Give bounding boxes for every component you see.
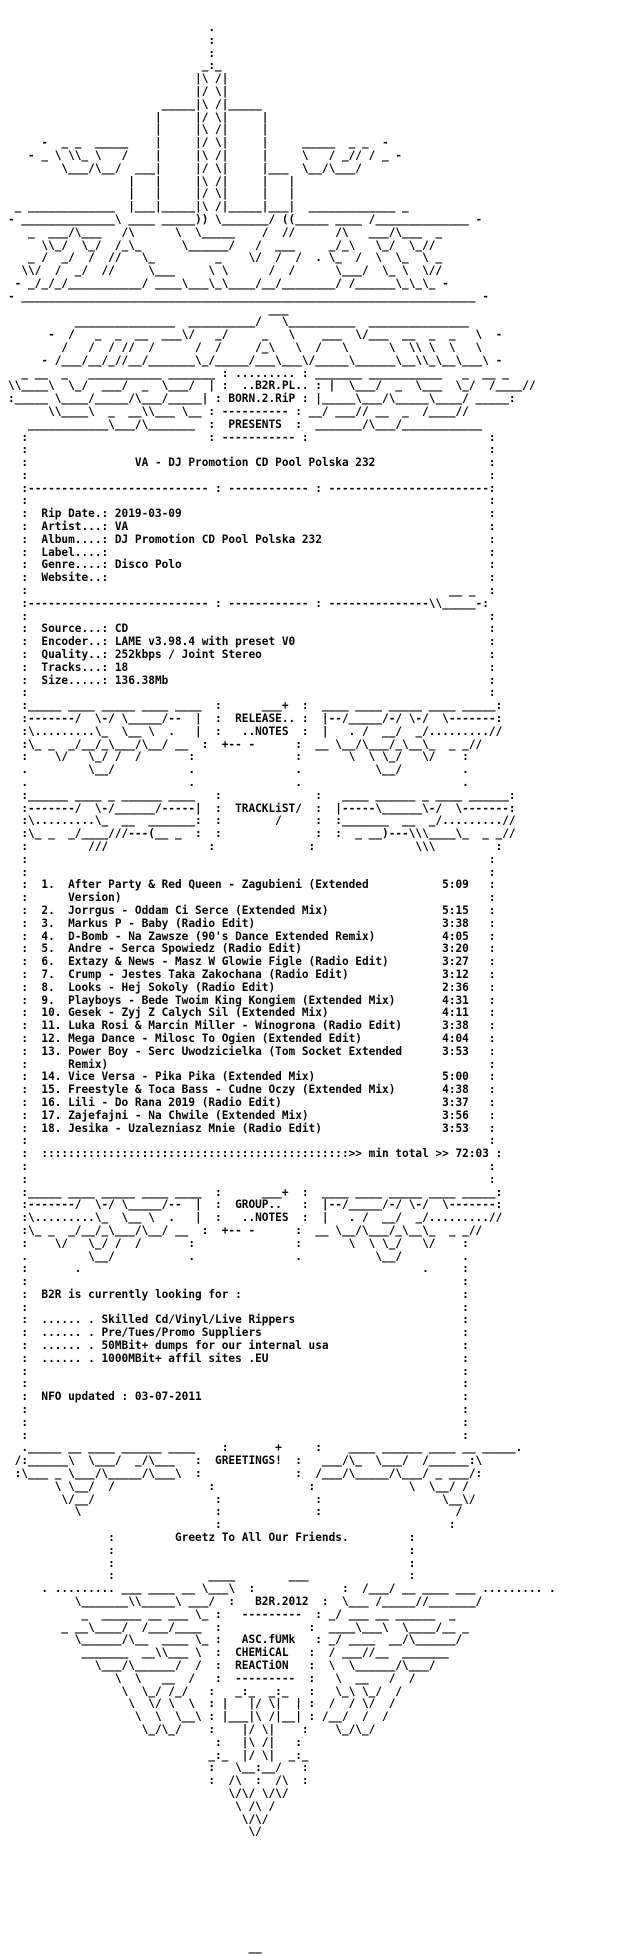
nfo-line: : Genre....: Disco Polo :	[8, 558, 496, 572]
nfo-line: : Size.....: 136.38Mb :	[8, 673, 496, 687]
nfo-line: :-------/ \-/______/-----| : TRACKLiST/ : |-----\______\-/ \-------:	[8, 801, 516, 815]
nfo-line: - / _ _ __ ___\/ _/ _ \ ___ \/___ __ _ _ \ -	[8, 328, 503, 342]
nfo-line: : :	[8, 1300, 469, 1314]
nfo-line: : Encoder..: LAME v3.98.4 with preset V0 :	[8, 635, 496, 649]
nfo-line: : :	[8, 1172, 496, 1186]
nfo-line: : 17. Zajefajni - Na Chwile (Extended Mix) 3:56 :	[8, 1108, 496, 1122]
nfo-line: :\.........\_ __ _______: : / : :_______ __ _/.........//	[8, 814, 516, 828]
nfo-line: : : ----------- : :	[8, 430, 496, 444]
nfo-line: _ / _/ / // \_ _ \/ / / . \_ / \ \_ \ _	[8, 251, 443, 265]
nfo-line: : 11. Luka Rosi & Marcin Miller - Winogrona (Radio Edit) 3:38 :	[8, 1019, 496, 1033]
nfo-line: : :	[8, 852, 496, 866]
nfo-line: | |/ \| |	[8, 110, 269, 124]
nfo-line: _______________ __________/ \__________ _______________	[8, 315, 469, 329]
nfo-line: : :	[8, 1364, 469, 1378]
nfo-line: \___/\__/ ___| |/ \| |___ \__/\___/	[8, 161, 362, 175]
nfo-line: _:_	[8, 59, 222, 73]
nfo-line: : Quality..: 252kbps / Joint Stereo :	[8, 648, 496, 662]
nfo-line: : :	[8, 468, 496, 482]
nfo-line: : ...... . Skilled Cd/Vinyl/Live Rippers :	[8, 1313, 469, 1327]
nfo-line: | |\ /| |	[8, 123, 269, 137]
nfo-line: : ____ ___ :	[8, 1569, 416, 1583]
nfo-line: :--------------------------- : ------------ : ------------------------:	[8, 481, 496, 495]
nfo-line: : 4. D-Bomb - Na Zawsze (90's Dance Extended Remix) 4:05 :	[8, 929, 496, 943]
nfo-line: \ \ __ / : --------- : \ __ / /	[8, 1671, 416, 1685]
nfo-line: : :	[8, 1428, 469, 1442]
nfo-line: : ...... . Pre/Tues/Promo Suppliers :	[8, 1326, 469, 1340]
nfo-line: _ _____________ |___|_____|\ /|_____|___| _____________ _	[8, 200, 409, 214]
nfo-line: : NFO updated : 03-07-2011 :	[8, 1390, 469, 1404]
nfo-line: \ \ \__\ : |___|\ /|__| : /__/ / /	[8, 1710, 389, 1724]
nfo-line: :-------/ \-/ \_____/-- | : RELEASE.. : |--/_____/-/ \-/ \-------:	[8, 712, 503, 726]
nfo-line: : \/ \_/ / / : : \ \ \_/ \/ :	[8, 750, 469, 764]
nfo-line: _:_ |/ \| _:_	[8, 1748, 309, 1762]
nfo-line: - _/_/_/___________/ ____\___\_\____/__/________/ /______\_\_\_ -	[8, 276, 449, 290]
nfo-line: : 14. Vice Versa - Pika Pika (Extended Mix) 5:00 :	[8, 1070, 496, 1084]
nfo-line: \/__/ : : \__\/	[8, 1492, 476, 1506]
nfo-line: : 16. Lili - Do Rana 2019 (Radio Edit) 3:37 :	[8, 1095, 496, 1109]
nfo-line	[8, 1865, 624, 1878]
nfo-line: : \/ \_/ / / : : \ \ \_/ \/ :	[8, 1236, 469, 1250]
nfo-line: :_____ ____ _____ ____ ____ : ___+ : ____ ____ _____ ____ _____:	[8, 699, 503, 713]
nfo-line: : 5. Andre - Serca Spowiedz (Radio Edit) 3:20 :	[8, 942, 496, 956]
nfo-line: : 13. Power Boy - Serc Uwodzicielka (Tom Socket Extended 3:53 :	[8, 1044, 496, 1058]
nfo-line: : :	[8, 686, 496, 700]
nfo-line: _ ___/\___ /\ \ \_____ / // /\ ___/\___ _	[8, 225, 443, 239]
nfo-line: : Album....: DJ Promotion CD Pool Polska 232 :	[8, 532, 496, 546]
nfo-line: - _ \ \\_ \ / | |\ /| | \ / _// / _ -	[8, 148, 403, 162]
nfo-line: \ /\ /	[8, 1799, 276, 1813]
nfo-line: : :	[8, 1415, 469, 1429]
nfo-line: - ______________\ ____ _____)) \_______/ ((_____ ____ /______________ -	[8, 212, 483, 226]
nfo-line: \\____\ \_/ ___/ _ \___/ | : ..B2R.PL.. : | \___/ _ \___ \_/ /____//	[8, 379, 536, 393]
nfo-line: : 15. Freestyle & Toca Bass - Cudne Oczy (Extended Mix) 4:38 :	[8, 1083, 496, 1097]
nfo-line: \\_/ \_/ /_\_ \______/ / ___ _/_\ \_/ \_//	[8, 238, 436, 252]
nfo-line: . \__/ . . \__/ .	[8, 1249, 469, 1263]
nfo-line: \\/ / _/ // \___ \ \ / / \___/ \_ \ \//	[8, 264, 443, 278]
nfo-line: : :	[8, 1543, 416, 1557]
nfo-line: \___/\______/ / : REACTiON : \ \______/\___/	[8, 1659, 436, 1672]
nfo-line: : Tracks...: 18 :	[8, 660, 496, 674]
nfo-line: : Rip Date.: 2019-03-09 :	[8, 507, 496, 521]
nfo-line: : Label....: :	[8, 545, 496, 559]
nfo-line: : 7. Crump - Jestes Taka Zakochana (Radio Edit) 3:12 :	[8, 967, 496, 981]
nfo-line: : :	[8, 865, 496, 879]
nfo-line: :\.........\_ \__ \ . | : ..NOTES : | . / __/ _/.........//	[8, 1211, 503, 1225]
nfo-line: : :	[8, 1556, 416, 1570]
nfo-line: . \__/ . . \__/ .	[8, 763, 469, 777]
nfo-line: : Website..: :	[8, 571, 496, 585]
nfo-line: \______/\__ ____ \_ : ASC.fUMk : _/ ____ __/\______/	[8, 1633, 463, 1647]
nfo-line: :\___ _ \___/\_____/\___\ : : /___/\_____/\___/ _ ___/:	[8, 1467, 483, 1481]
nfo-line: :	[8, 33, 216, 47]
nfo-line: : Artist...: VA :	[8, 520, 496, 534]
nfo-line: . ......... ___ ____ __ \___\ : : /___/ __ ____ ___ ......... .	[8, 1582, 556, 1596]
nfo-line: : 10. Gesek - Zyj Z Calych Sil (Extended Mix) 4:11 :	[8, 1006, 496, 1020]
nfo-ascii-art	[8, 22, 624, 1954]
nfo-line	[8, 1878, 624, 1891]
nfo-line: | | |\ /| | |	[8, 174, 296, 188]
nfo-line	[8, 1929, 624, 1942]
nfo-line: : 18. Jesika - Uzalezniasz Mnie (Radio Edit) 3:53 :	[8, 1121, 496, 1135]
nfo-line: : :	[8, 1518, 456, 1532]
nfo-line: : :	[8, 494, 496, 508]
nfo-line: : 12. Mega Dance - Milosc To Ogien (Extended Edit) 4:04 :	[8, 1031, 496, 1045]
nfo-line: : 2. Jorrgus - Oddam Ci Serce (Extended Mix) 5:15 :	[8, 903, 496, 917]
nfo-line: _ __ _ ___________ _______ : ......... : _______ ___________ _ __ _	[8, 366, 509, 380]
nfo-line: : :	[8, 1134, 496, 1148]
nfo-line: : Version) :	[8, 891, 496, 905]
nfo-line: ._____ __ ____ ______ ____ : + : ____ ______ ____ __ _____.	[8, 1441, 523, 1455]
nfo-line: : Greetz To All Our Friends. :	[8, 1531, 416, 1545]
nfo-line: : /// : : \\\ :	[8, 840, 503, 853]
nfo-line: \/\/	[8, 1812, 269, 1826]
nfo-line: : VA - DJ Promotion CD Pool Polska 232 :	[8, 456, 496, 470]
nfo-line: - ____________________________________________________________________ -	[8, 289, 489, 303]
nfo-line: . . . .	[8, 776, 469, 790]
nfo-line: :	[8, 46, 216, 60]
nfo-line: |\ /|	[8, 72, 229, 86]
nfo-line: : /\ : /\ :	[8, 1774, 309, 1788]
nfo-line: :\.........\_ \__ \ . | : ..NOTES : | . / __/ _/.........//	[8, 724, 503, 738]
nfo-line: : __ _ :	[8, 584, 496, 598]
nfo-line: | | |/ \| | |	[8, 187, 296, 201]
nfo-line: : |\ /| :	[8, 1735, 302, 1749]
nfo-line: \ \/ \ \ : | |/ \| | : / / \/ /	[8, 1697, 396, 1711]
nfo-line: .	[8, 21, 216, 34]
nfo-line: : 1. After Party & Red Queen - Zagubieni (Extended 5:09 :	[8, 878, 496, 892]
nfo-line: - _ _ _____ | |/ \| | _____ _ _ -	[8, 136, 389, 150]
nfo-line: : 6. Extazy & News - Masz W Glowie Figle (Radio Edit) 3:27 :	[8, 955, 496, 969]
nfo-line: ___	[8, 302, 289, 316]
nfo-line: : :	[8, 1159, 496, 1173]
nfo-line: :_____ ____ _____ ____ ____ : ___+ : ____ ____ _____ ____ _____:	[8, 1185, 503, 1199]
nfo-line	[8, 1916, 624, 1929]
nfo-line: \_______\\_____\ ___/ : B2R.2012 : \___ /_____//_______/	[8, 1595, 483, 1609]
nfo-line: : \__:__/ :	[8, 1761, 309, 1775]
nfo-line: : :	[8, 1403, 469, 1417]
nfo-line: : :	[8, 1275, 469, 1289]
nfo-line: \/	[8, 1825, 262, 1839]
nfo-line: : 3. Markus P - Baby (Radio Edit) 3:38 :	[8, 916, 496, 930]
nfo-line: : 9. Playboys - Bede Twoim King Kongiem (Extended Mix) 4:31 :	[8, 993, 496, 1007]
nfo-line: \ \__/ / : : \ \__/ /	[8, 1479, 469, 1493]
nfo-line: :_____ \____/_____/\___/_____| : BORN.2.RiP : |_____\___/\_____\____/ _____:	[8, 392, 516, 406]
nfo-line: : :	[8, 609, 496, 623]
nfo-line: : ...... . 50MBit+ dumps for our internal usa :	[8, 1339, 469, 1353]
nfo-line: : B2R is currently looking for : :	[8, 1287, 469, 1301]
nfo-line: _______ __\\___ \ : CHEMiCAL : / ___//__ _______	[8, 1646, 449, 1660]
nfo-line: _ __\____/ /___/____ : : ____\___\ \____/__ _	[8, 1620, 469, 1634]
nfo-line: _____|\ /|_____	[8, 97, 262, 111]
nfo-line: \\____\ _ __\\___ \__ : ---------- : __/ ___// __ _ /____//	[8, 404, 469, 418]
nfo-line: :-------/ \-/ \_____/-- | : GROUP.. : |--/_____/-/ \-/ \-------:	[8, 1198, 503, 1212]
nfo-line	[8, 1839, 624, 1852]
nfo-line: \ : : /	[8, 1505, 463, 1519]
nfo-line: /:______\ \___/ _/\___ : GREETINGS! : ___/\_ \___/ /______:\	[8, 1454, 483, 1468]
nfo-line: ____________\___/\_______ : PRESENTS : _______/\___/____________	[8, 417, 483, 431]
nfo-line: \ \_/ /_/ : _:_ _:_ : \_\ \_/ /	[8, 1684, 403, 1698]
nfo-line: : Remix) :	[8, 1057, 496, 1071]
nfo-line: __	[8, 1940, 262, 1954]
nfo-line	[8, 1852, 624, 1865]
nfo-line: _ ______ __ ___ \_ : --------- : _/ ___ __ ______ _	[8, 1607, 456, 1621]
nfo-line: : ::::::::::::::::::::::::::::::::::::::::::::::>> min total >> 72:03 :	[8, 1147, 503, 1161]
nfo-line: : :	[8, 443, 496, 457]
nfo-line: \_/\_/ : |/ \| : \_/\_/	[8, 1722, 376, 1736]
nfo-line: :______ ____ _ ______ ____ : : ____ ______ _ ____ ______:	[8, 788, 516, 802]
nfo-line	[8, 1890, 624, 1903]
nfo-line: |/ \|	[8, 84, 229, 98]
nfo-line: : Source...: CD :	[8, 622, 496, 636]
nfo-line: : . . :	[8, 1262, 469, 1276]
nfo-line	[8, 1903, 624, 1916]
nfo-line: \/\/ \/\/	[8, 1786, 289, 1800]
nfo-line: : :	[8, 1377, 469, 1391]
nfo-line: - /___/__/_//__/_______\_/_____/___\___\/_____\______\__\\_\__\___\ -	[8, 353, 503, 367]
nfo-line: : 8. Looks - Hej Sokoly (Radio Edit) 2:36 :	[8, 980, 496, 994]
nfo-line: :\_ _ _/____///---(__ _ : : : : _ __)---\\\____\_ _ _//	[8, 827, 516, 841]
nfo-line: :--------------------------- : ------------ : ---------------\\_____-:	[8, 596, 489, 610]
nfo-line: :\_ _ _/__/_\___/\__/ __ : +-- - : __ \__/\___/_\__\_ _ _//	[8, 1223, 483, 1237]
nfo-line: / / / // / / / /_\ \ / \ \ \\ \ \ \	[8, 340, 483, 354]
nfo-line: :\_ _ _/__/_\___/\__/ __ : +-- - : __ \__/\___/_\__\_ _ _//	[8, 737, 483, 751]
nfo-line: : ...... . 1000MBit+ affil sites .EU :	[8, 1351, 469, 1365]
